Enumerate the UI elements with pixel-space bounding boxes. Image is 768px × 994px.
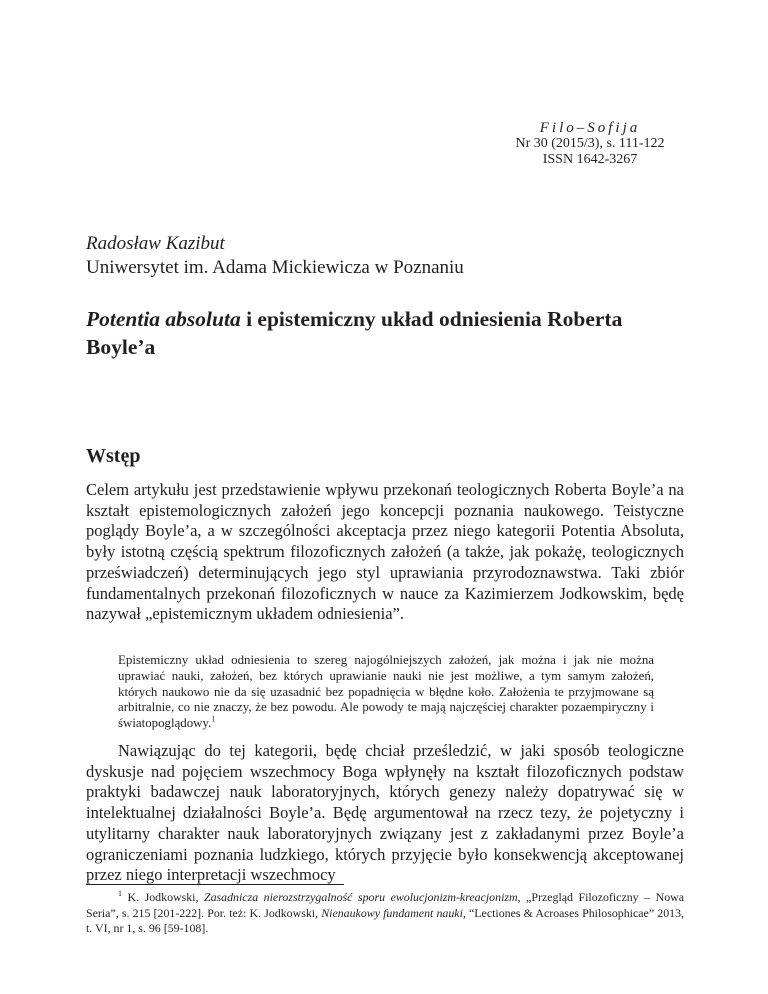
block-quote-text: Epistemiczny układ odniesienia to szereg najogólniejszych założeń, jak można i jak nie można uprawiać nauki, założeń, bez których uprawianie nauki nie jest możliwe, a tym samym założeń, których naukowo nie da się uzasadnić bez popadnięcia w błędne koło. Założenia te przyjmowane są arbitralnie, co nie znaczy, że bez powodu. Ale powody te mają najczęściej charakter pozaempiryczny i światopoglądowy. [118, 653, 654, 731]
body-paragraph-1: Celem artykułu jest przedstawienie wpływu przekonań teologicznych Roberta Boyle’a na kształt epistemologicznych założeń jego koncepcji poznania naukowego. Teistyczne poglądy Boyle’a, a w szczególności akceptacja przez niego kategorii Potentia Absoluta, były istotną częścią spektrum filozoficznych założeń (a także, jak pokażę, teologicznych przeświadczeń) determinujących jego styl uprawiania przyrodoznawstwa. Taki zbiór fundamentalnych przekonań filozoficznych w nauce za Kazimierzem Jodkowskim, będę nazywał „epistemicznym układem odniesienia”. [86, 480, 684, 624]
footnote-text-3: , “Lectiones & Acroases Philosophicae” 2013, t. VI, nr 1, s. 96 [59-108]. [86, 905, 684, 936]
footnote [86, 890, 684, 937]
article-title [86, 305, 686, 361]
footnote-text-2: , „Przegląd Filozoficzny – Nowa Seria”, s. 215 [201-222]. Por. też: K. Jodkowski, [86, 890, 685, 920]
footnote-reference[interactable]: 1 [211, 714, 216, 724]
author-affiliation: Uniwersytet im. Adama Mickiewicza w Poznaniu [86, 257, 464, 278]
journal-name: Filo–Sofija [539, 120, 641, 136]
title-italic-part: Potentia absoluta [86, 307, 241, 331]
title-rest: i epistemiczny układ odniesienia Roberta Boyle’a [86, 307, 623, 359]
journal-info [470, 120, 710, 168]
author-name: Radosław Kazibut [86, 233, 225, 254]
journal-issue: Nr 30 (2015/3), s. 111-122 [515, 136, 665, 151]
footnote-work-title-2: Nienaukowy fundament nauki [321, 905, 463, 920]
footnote-text-1: K. Jodkowski, [122, 890, 204, 904]
footnote-divider [86, 884, 344, 885]
body-paragraph-2: Nawiązując do tej kategorii, będę chciał prześledzić, w jaki sposób teologiczne dyskusje nad pojęciem wszechmocy Boga wpłynęły na kształt filozoficznych podstaw praktyki badawczej nauk laboratoryjnych, których genezy należy dopatrywać się w intelektualnej działalności Boyle’a. Będę argumentował na rzecz tezy, że pojetyczny i utylitarny charakter nauk laboratoryjnych związany jest z zakładanymi przez Boyle’a ograniczeniami poznania ludzkiego, których przyjęcie było konsekwencją akceptowanej przez niego interpretacji wszechmocy [86, 741, 684, 885]
footnote-work-title-1: Zasadnicza nierozstrzygalność sporu ewolucjonizm-kreacjonizm [203, 890, 518, 904]
block-quote [118, 653, 654, 732]
section-heading: Wstęp [86, 445, 141, 467]
journal-issn: ISSN 1642-3267 [542, 152, 638, 167]
footnote-mark: 1 [118, 889, 122, 899]
author-block [86, 232, 464, 280]
